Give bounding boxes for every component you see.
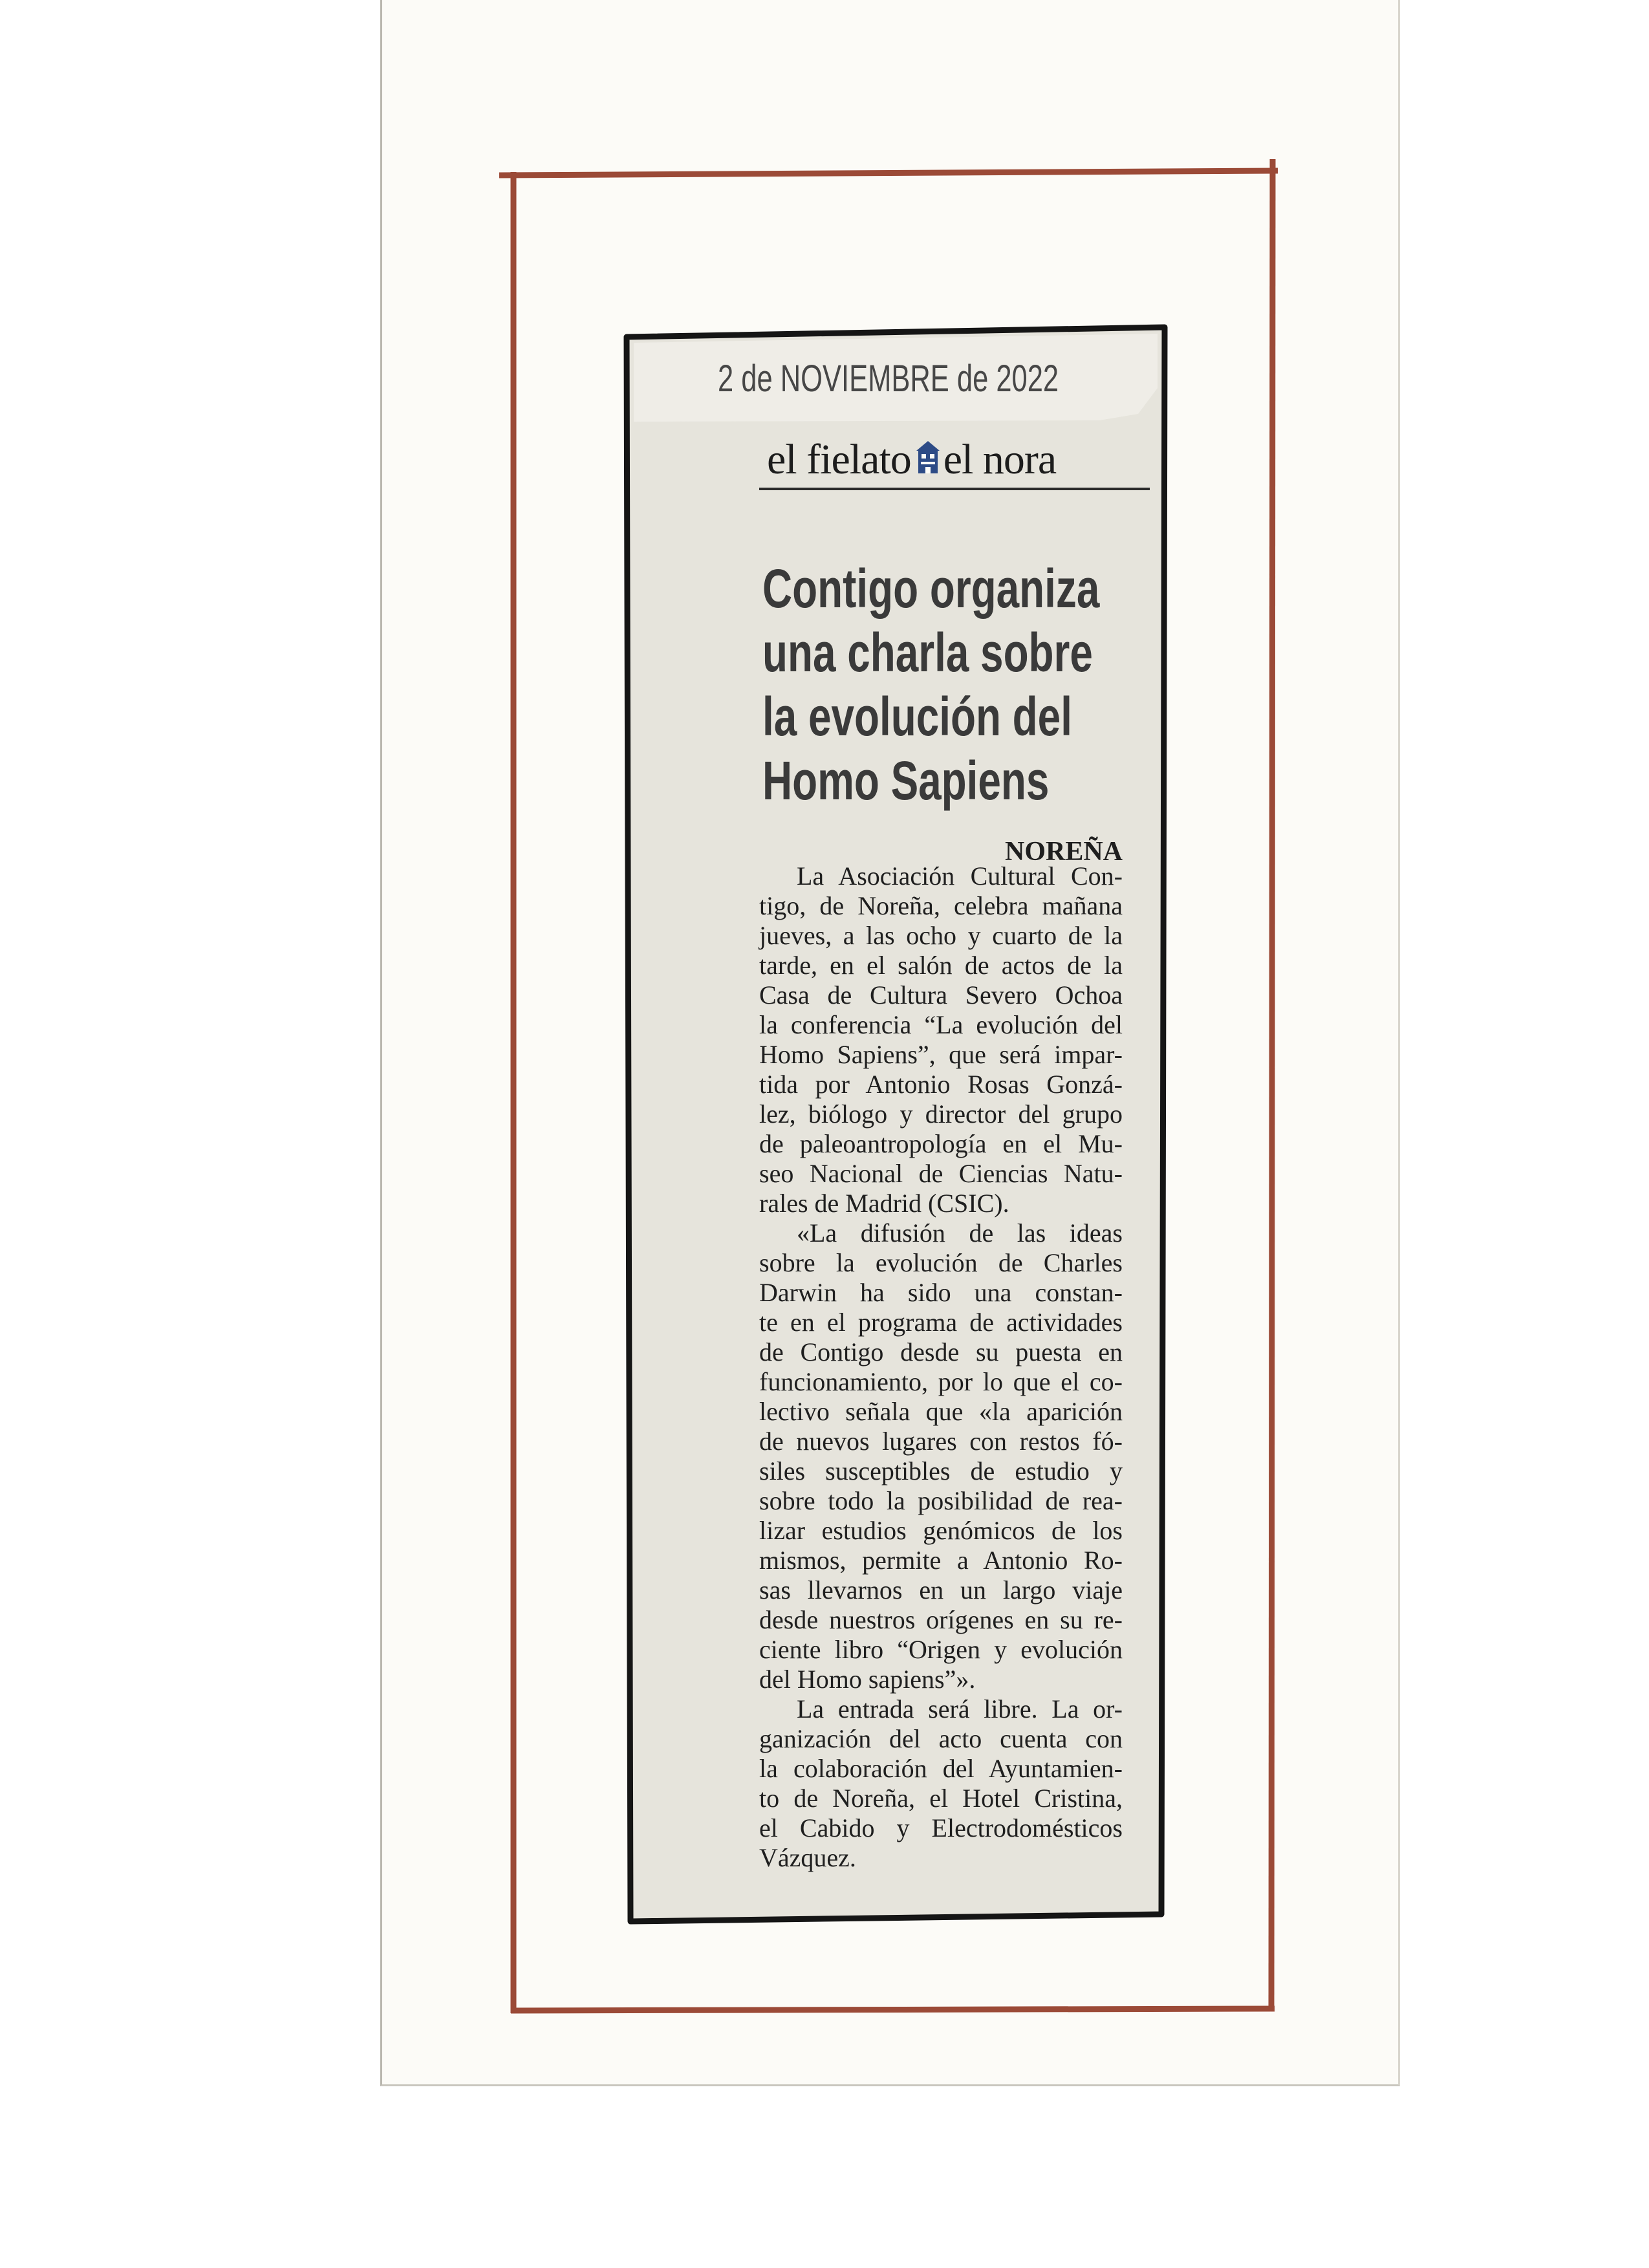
article-body	[759, 861, 1123, 1873]
frame-bottom-line	[511, 2009, 1275, 2011]
body-line: Vázquez.	[759, 1843, 856, 1872]
body-line: de Contigo desde su puesta en	[759, 1337, 1123, 1366]
body-line: de nuevos lugares con restos fó-	[759, 1427, 1123, 1456]
publication-date: 2 de NOVIEMBRE de 2022	[718, 358, 1059, 400]
headline-text: Contigo organiza	[762, 558, 1100, 619]
headline-line	[762, 557, 1150, 621]
body-line: ganización del acto cuenta con	[759, 1724, 1123, 1753]
body-line: mismos, permite a Antonio Ro-	[759, 1546, 1123, 1575]
frame-right-line	[1271, 159, 1273, 2011]
body-line: desde nuestros orígenes en su re-	[759, 1605, 1123, 1634]
dateline: NOREÑA	[1004, 837, 1123, 867]
body-line: sobre la evolución de Charles	[759, 1248, 1123, 1277]
headline-line	[762, 621, 1150, 685]
body-line: sas llevarnos en un largo viaje	[759, 1575, 1123, 1604]
body-line: funcionamiento, por lo que el co-	[759, 1367, 1123, 1396]
body-line: del Homo sapiens”».	[759, 1665, 976, 1694]
headline-text: la evolución del	[762, 686, 1072, 747]
headline-line	[762, 685, 1150, 749]
body-line: «La difusión de las ideas	[797, 1218, 1123, 1247]
body-line: el Cabido y Electrodomésticos	[759, 1813, 1123, 1842]
body-line: siles susceptibles de estudio y	[759, 1456, 1123, 1485]
body-line: lez, biólogo y director del grupo	[759, 1099, 1123, 1129]
frame-top-line	[499, 171, 1278, 175]
body-line: rales de Madrid (CSIC).	[759, 1189, 1009, 1218]
body-line: to de Noreña, el Hotel Cristina,	[759, 1784, 1123, 1813]
headline-text: Homo Sapiens	[762, 750, 1050, 811]
body-line: tida por Antonio Rosas Gonzá-	[759, 1070, 1123, 1099]
headline-line	[762, 749, 1150, 813]
body-line: seo Nacional de Ciencias Natu-	[759, 1159, 1123, 1188]
body-line: tigo, de Noreña, celebra mañana	[759, 891, 1123, 920]
body-line: La Asociación Cultural Con-	[797, 861, 1123, 891]
body-line: Casa de Cultura Severo Ochoa	[759, 980, 1123, 1010]
body-line: Homo Sapiens”, que será impar-	[759, 1040, 1123, 1069]
headline-text: una charla sobre	[762, 622, 1093, 683]
logo-divider	[759, 488, 1150, 490]
newspaper-logo	[767, 438, 1056, 481]
body-line: lizar estudios genómicos de los	[759, 1516, 1123, 1545]
body-line: sobre todo la posibilidad de rea-	[759, 1486, 1123, 1515]
body-line: jueves, a las ocho y cuarto de la	[759, 921, 1123, 950]
house-icon	[916, 440, 940, 473]
body-line: Darwin ha sido una constan-	[759, 1278, 1123, 1307]
body-line: ciente libro “Origen y evolución	[759, 1635, 1123, 1664]
body-line: la colaboración del Ayuntamien-	[759, 1754, 1123, 1783]
logo-left-text: el fielato	[767, 436, 911, 483]
logo-right-text: el nora	[943, 436, 1057, 483]
body-line: La entrada será libre. La or-	[797, 1694, 1123, 1723]
body-line: te en el programa de actividades	[759, 1308, 1123, 1337]
headline	[762, 557, 1150, 813]
body-line: la conferencia “La evolución del	[759, 1010, 1123, 1039]
body-line: lectivo señala que «la aparición	[759, 1397, 1123, 1426]
body-line: tarde, en el salón de actos de la	[759, 951, 1123, 980]
body-line: de paleoantropología en el Mu-	[759, 1129, 1123, 1158]
